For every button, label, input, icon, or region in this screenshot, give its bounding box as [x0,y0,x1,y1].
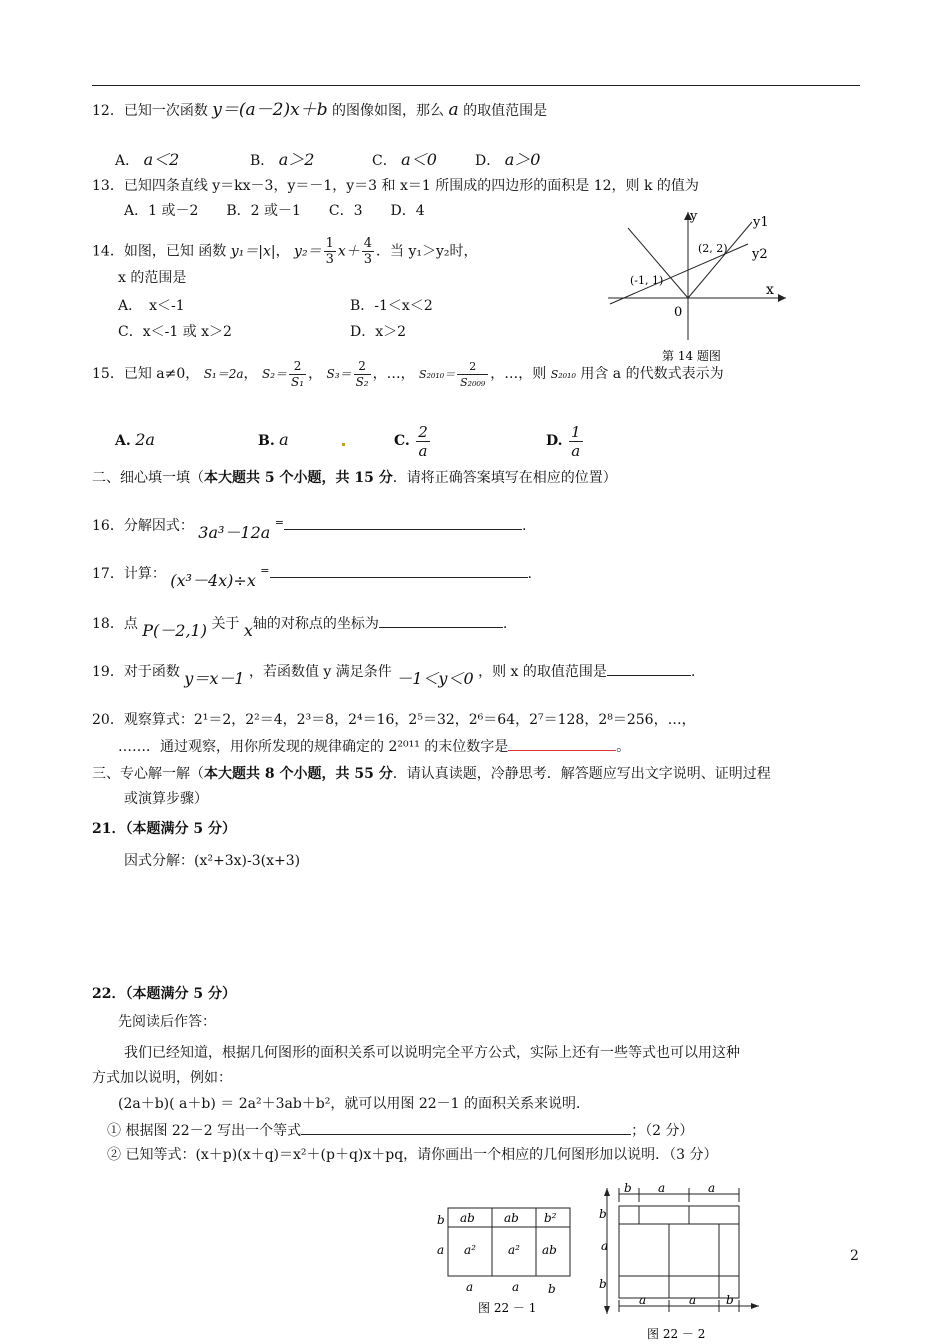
fig22-1-bottom-b: b [548,1282,556,1296]
q15-s2-frac: $\frac{2}{\text{S₁}}$ [291,358,305,389]
q19-condition: －1＜y＜0 [396,669,474,688]
q22-intro: 先阅读后作答： [118,1014,216,1030]
q15-tail: 用含 a 的代数式表示为 [580,366,724,382]
q12-option-a: A． a＜2 [115,150,180,169]
q22-paragraph-3: (2a＋b)( a＋b) ＝ 2a²＋3ab＋b²，就可以用图 22－1 的面积关系来说明． [118,1096,590,1112]
q19: 19．对于函数 y＝x－1 ，若函数值 y 满足条件 －1＜y＜0 ，则 x 的取值范围是 . [92,660,695,690]
q14-line2: x 的范围是 [118,270,187,286]
q22-answer-blank[interactable] [301,1119,631,1135]
q18-point: P(－2,1) [142,621,207,640]
q12-stem-text: 12．已知一次函数 [92,103,208,119]
q12-variable: a [448,100,459,120]
q17-answer-blank[interactable] [270,562,528,578]
fig22-2-bottom-b: b [726,1293,734,1307]
fig22-1-bottom-a-2: a [512,1280,520,1294]
q13-options: A．1 或－2 B．2 或－1 C．3 D．4 [124,203,425,219]
section-3-heading: 三、专心解一解（本大题共 8 个小题，共 55 分．请认真读题，冷静思考．解答题应写出文字说明、证明过程 [92,766,771,782]
q15-option-c: C. $\frac{2}{a}$ [394,422,428,460]
q14-condition: ．当 y₁＞y₂时， [376,243,478,260]
q15-option-d: D. $\frac{1}{a}$ [546,422,581,460]
q22-item-1: ① 根据图 22－2 写出一个等式 ；（2 分） [107,1119,693,1141]
q14-option-d: D．x＞2 [350,324,407,340]
q21-label: 21．（本题满分 5 分） [92,821,236,837]
q15-s2010-frac: $\frac{2}{\text{S₂₀₀₉}}$ [457,359,488,390]
fig22-1-side-b: b [437,1213,445,1227]
fig22-1-b2: b² [544,1211,557,1225]
fig22-1-caption: 图 22 － 1 [478,1301,537,1315]
header-rule [92,85,860,86]
fig14-line-y1-right [688,222,752,298]
fig22-2-left-a: a [601,1239,609,1253]
q13-stem: 13．已知四条直线 y＝kx－3，y＝－1，y＝3 和 x＝1 所围成的四边形的面积是 12，则 k 的值为 [92,178,699,194]
q22-item-2: ② 已知等式：(x＋p)(x＋q)＝x²＋(p＋q)x＋pq，请你画出一个相应的几何图形加以说明．（3 分） [107,1147,718,1163]
section-2-heading: 二、细心填一填（本大题共 5 个小题，共 15 分．请将正确答案填写在相应的位置） [92,470,617,486]
q15-option-a: A. 2a [115,430,155,449]
fig14-point-2: (2, 2) [698,242,728,255]
q12-tail-text: 的取值范围是 [463,103,548,119]
fig22-1-bottom-a-1: a [466,1280,474,1294]
stray-dot [342,443,345,446]
fig14-origin: 0 [674,305,683,320]
q16: 16．分解因式： 3a³－12a = . [92,516,527,542]
section-3-heading-line2: 或演算步骤） [124,791,208,807]
q14-frac2: $\frac{4}{3}$ [363,236,373,267]
q15-s2: S₂＝ [261,367,288,381]
fig14-y-label: y [690,209,698,224]
fig22-2-left-b-2: b [599,1277,607,1291]
fig14-line-y1-left [628,228,688,298]
fig22-2-caption: 图 22 － 2 [647,1327,706,1341]
q18: 18．点 P(－2,1) 关于 x轴的对称点的坐标为 . [92,612,507,642]
q16-answer-blank[interactable] [284,514,522,530]
fig22-2-top-a-1: a [658,1181,666,1195]
fig14-x-arrow [778,294,786,302]
q12-option-c: C． a＜0 [372,150,437,169]
fig22-2-left-b-1: b [599,1207,607,1221]
fig22-1-ab-3: ab [542,1243,557,1257]
q17-expression: (x³－4x)÷x [170,571,256,590]
fig22-2-top-a-2: a [708,1181,716,1195]
fig22-2-bottom-a-1: a [639,1293,647,1307]
page-number: 2 [850,1248,859,1264]
fig14-label-y2: y2 [752,247,768,262]
q14-y1: y₁＝|x| [230,243,276,260]
fig22-2-top-b: b [624,1181,632,1195]
q20-line1: 20．观察算式：2¹＝2，2²＝4，2³＝8，2⁴＝16，2⁵＝32，2⁶＝64，2⁷＝128，2⁸＝256，…， [92,712,696,728]
q15-option-b: B. a [258,430,289,449]
fig14-caption: 第 14 题图 [662,349,721,363]
q15-s2010-def: S₂₀₁₀＝ [419,368,456,381]
q12-option-b: B． a＞2 [250,150,315,169]
q22-label: 22．（本题满分 5 分） [92,986,236,1002]
q21-text: 因式分解：(x²+3x)-3(x+3) [124,853,301,869]
fig22-1-ab-1: ab [460,1211,475,1225]
q20-line2: ……．通过观察，用你所发现的规律确定的 2²⁰¹¹ 的末位数字是 。 [118,735,630,757]
fig14-point-1: (-1, 1) [630,274,664,287]
q14-option-c: C．x＜-1 或 x＞2 [118,324,232,340]
q14-option-a: A． x＜-1 [118,298,185,314]
q19-answer-blank[interactable] [607,660,691,676]
q17: 17．计算： (x³－4x)÷x = . [92,564,532,590]
fig22-1-side-a: a [437,1243,445,1257]
q12-stem [92,100,547,121]
q14-frac1: $\frac{1}{3}$ [325,236,334,267]
q14-stem-text: 14．如图，已知 函数 [92,243,227,260]
figure-22-1 [430,1200,580,1320]
q20-answer-blank[interactable] [508,735,616,751]
q12-option-d: D． a＞0 [475,150,541,169]
q18-answer-blank[interactable] [379,612,503,628]
q14-option-b: B．-1＜x＜2 [350,298,433,314]
fig22-2-outer [619,1206,739,1298]
q14-y2: y₂＝ [294,243,322,260]
q19-function: y＝x－1 [184,669,245,688]
q15-s1: S₁＝2a [203,367,244,381]
fig14-label-y1: y1 [753,215,769,230]
q22-paragraph-2: 方式加以说明，例如： [92,1070,232,1086]
q15-stem-text: 15．已知 a≠0， [92,366,200,382]
q22-paragraph-1: 我们已经知道，根据几何图形的面积关系可以说明完全平方公式，实际上还有一些等式也可以用这种 [124,1045,740,1061]
q15-s3-frac: $\frac{2}{\text{S₂}}$ [355,358,369,389]
figure-22-2 [595,1180,770,1344]
fig14-x-label: x [766,282,774,298]
figure-14 [600,200,800,365]
q14-stem: 14．如图，已知 函数 y₁＝|x|， y₂＝ $\frac{1}{3}$ x＋ $\frac{4}{3}$ ．当 y₁＞y₂时， [92,236,478,267]
fig22-1-a2-1: a² [464,1243,476,1257]
q15-s2010: S₂₀₁₀ [550,368,576,381]
q12-mid-text: 的图像如图，那么 [332,103,445,119]
fig22-2-bottom-a-2: a [689,1293,697,1307]
fig22-1-a2-2: a² [508,1243,520,1257]
fig22-1-ab-2: ab [504,1211,519,1225]
q16-expression: 3a³－12a [198,523,271,542]
q12-equation: y＝(a－2)x＋b [212,100,328,120]
q15-s3: S₃＝ [326,367,352,381]
q15-stem: 15．已知 a≠0， S₁＝2a， S₂＝ $\frac{2}{\text{S₁}}$ ， S₃＝ $\frac{2}{\text{S₂}}$ ，…， S₂₀₁₀＝ $\frac{2}{\text{S₂₀₀₉}}$ ，…，则 S₂₀₁₀ 用含 a 的代数式表示为 [92,358,724,389]
